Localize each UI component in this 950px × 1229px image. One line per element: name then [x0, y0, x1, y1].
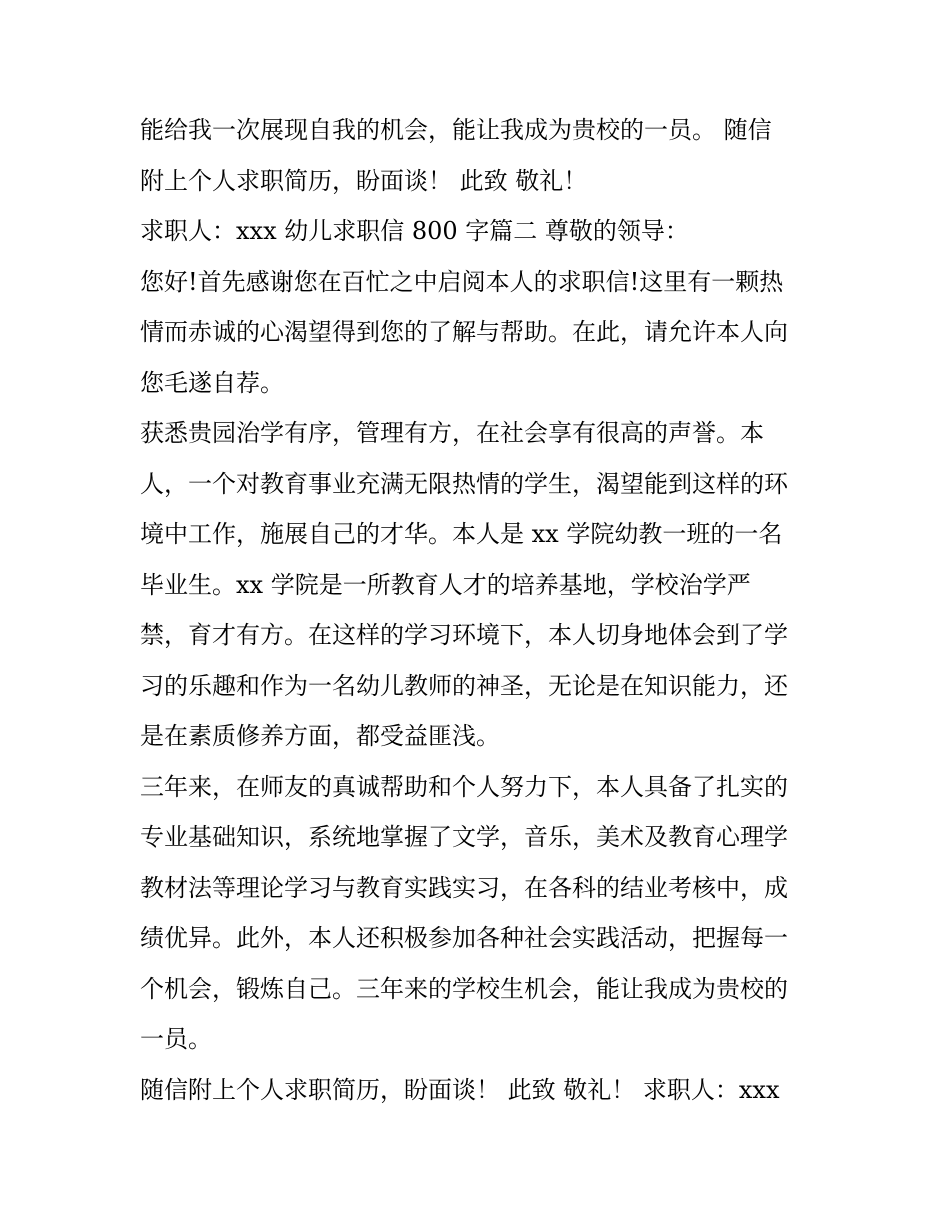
text-line-11: 禁，育才有方。在这样的学习环境下，本人切身地体会到了学 — [140, 621, 788, 649]
text-line-10: 毕业生。xx 学院是一所教育人才的培养基地，学校治学严 — [140, 570, 751, 599]
text-line-15: 专业基础知识，系统地掌握了文学，音乐，美术及教育心理学 — [140, 823, 788, 851]
text-line-16: 教材法等理论学习与教育实践实习，在各科的结业考核中，成 — [140, 873, 788, 902]
text-line-12: 习的乐趣和作为一名幼儿教师的神圣，无论是在知识能力，还 — [140, 671, 788, 700]
letter-body — [140, 105, 820, 1115]
text-line-19: 一员。 — [140, 1025, 212, 1053]
text-line-5: 情而赤诚的心渴望得到您的了解与帮助。在此，请允许本人向 — [140, 318, 788, 346]
text-line-6: 您毛遂自荐。 — [140, 368, 284, 397]
text-line-8: 人，一个对教育事业充满无限热情的学生，渴望能到这样的环 — [140, 469, 788, 498]
text-line-4: 您好!首先感谢您在百忙之中启阅本人的求职信!这里有一颗热 — [140, 267, 784, 296]
text-line-1: 能给我一次展现自我的机会，能让我成为贵校的一员。 随信 — [140, 116, 772, 144]
text-line-13: 是在素质修养方面，都受益匪浅。 — [140, 722, 500, 750]
text-line-14: 三年来，在师友的真诚帮助和个人努力下，本人具备了扎实的 — [140, 772, 788, 801]
text-line-20: 随信附上个人求职简历，盼面谈！ 此致 敬礼！ 求职人：xxx — [140, 1075, 780, 1104]
text-line-18: 个机会，锻炼自己。三年来的学校生机会，能让我成为贵校的 — [140, 974, 788, 1003]
text-line-9: 境中工作，施展自己的才华。本人是 xx 学院幼教一班的一名 — [140, 520, 783, 548]
text-line-17: 绩优异。此外，本人还积极参加各种社会实践活动，把握每一 — [140, 924, 788, 952]
text-line-2: 附上个人求职简历，盼面谈！ 此致 敬礼！ — [140, 166, 588, 195]
text-line-3: 求职人：xxx 幼儿求职信 800 字篇二 尊敬的领导： — [140, 217, 689, 245]
text-line-7: 获悉贵园治学有序，管理有方，在社会享有很高的声誉。本 — [140, 419, 764, 447]
